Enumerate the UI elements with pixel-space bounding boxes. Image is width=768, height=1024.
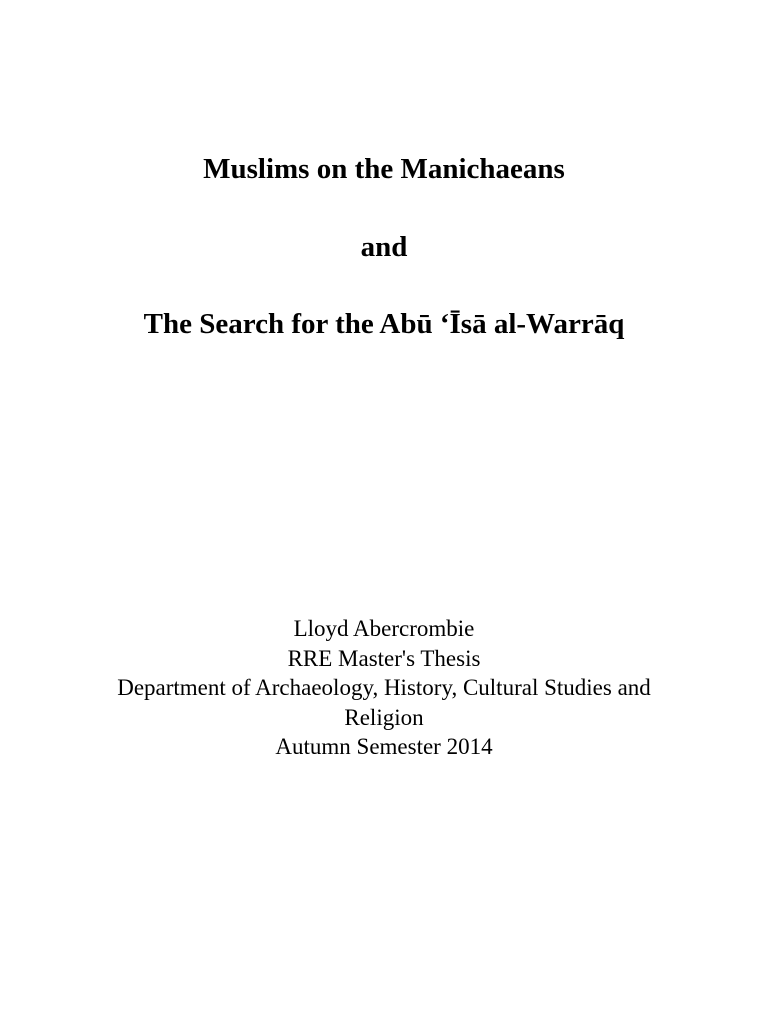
author-name: Lloyd Abercrombie bbox=[293, 616, 475, 641]
title-line-1: Muslims on the Manichaeans bbox=[203, 153, 565, 185]
title-block bbox=[0, 149, 768, 344]
thesis-type: RRE Master's Thesis bbox=[287, 645, 481, 671]
department-line-1: Department of Archaeology, History, Cultural Studies and bbox=[117, 675, 651, 700]
author-info-block bbox=[60, 614, 708, 762]
title-line-2: The Search for the Abū ‘Īsā al-Warrāq bbox=[143, 308, 625, 340]
semester: Autumn Semester 2014 bbox=[275, 734, 493, 759]
department-line-2: Religion bbox=[344, 704, 424, 730]
title-conjunction: and bbox=[360, 231, 408, 263]
